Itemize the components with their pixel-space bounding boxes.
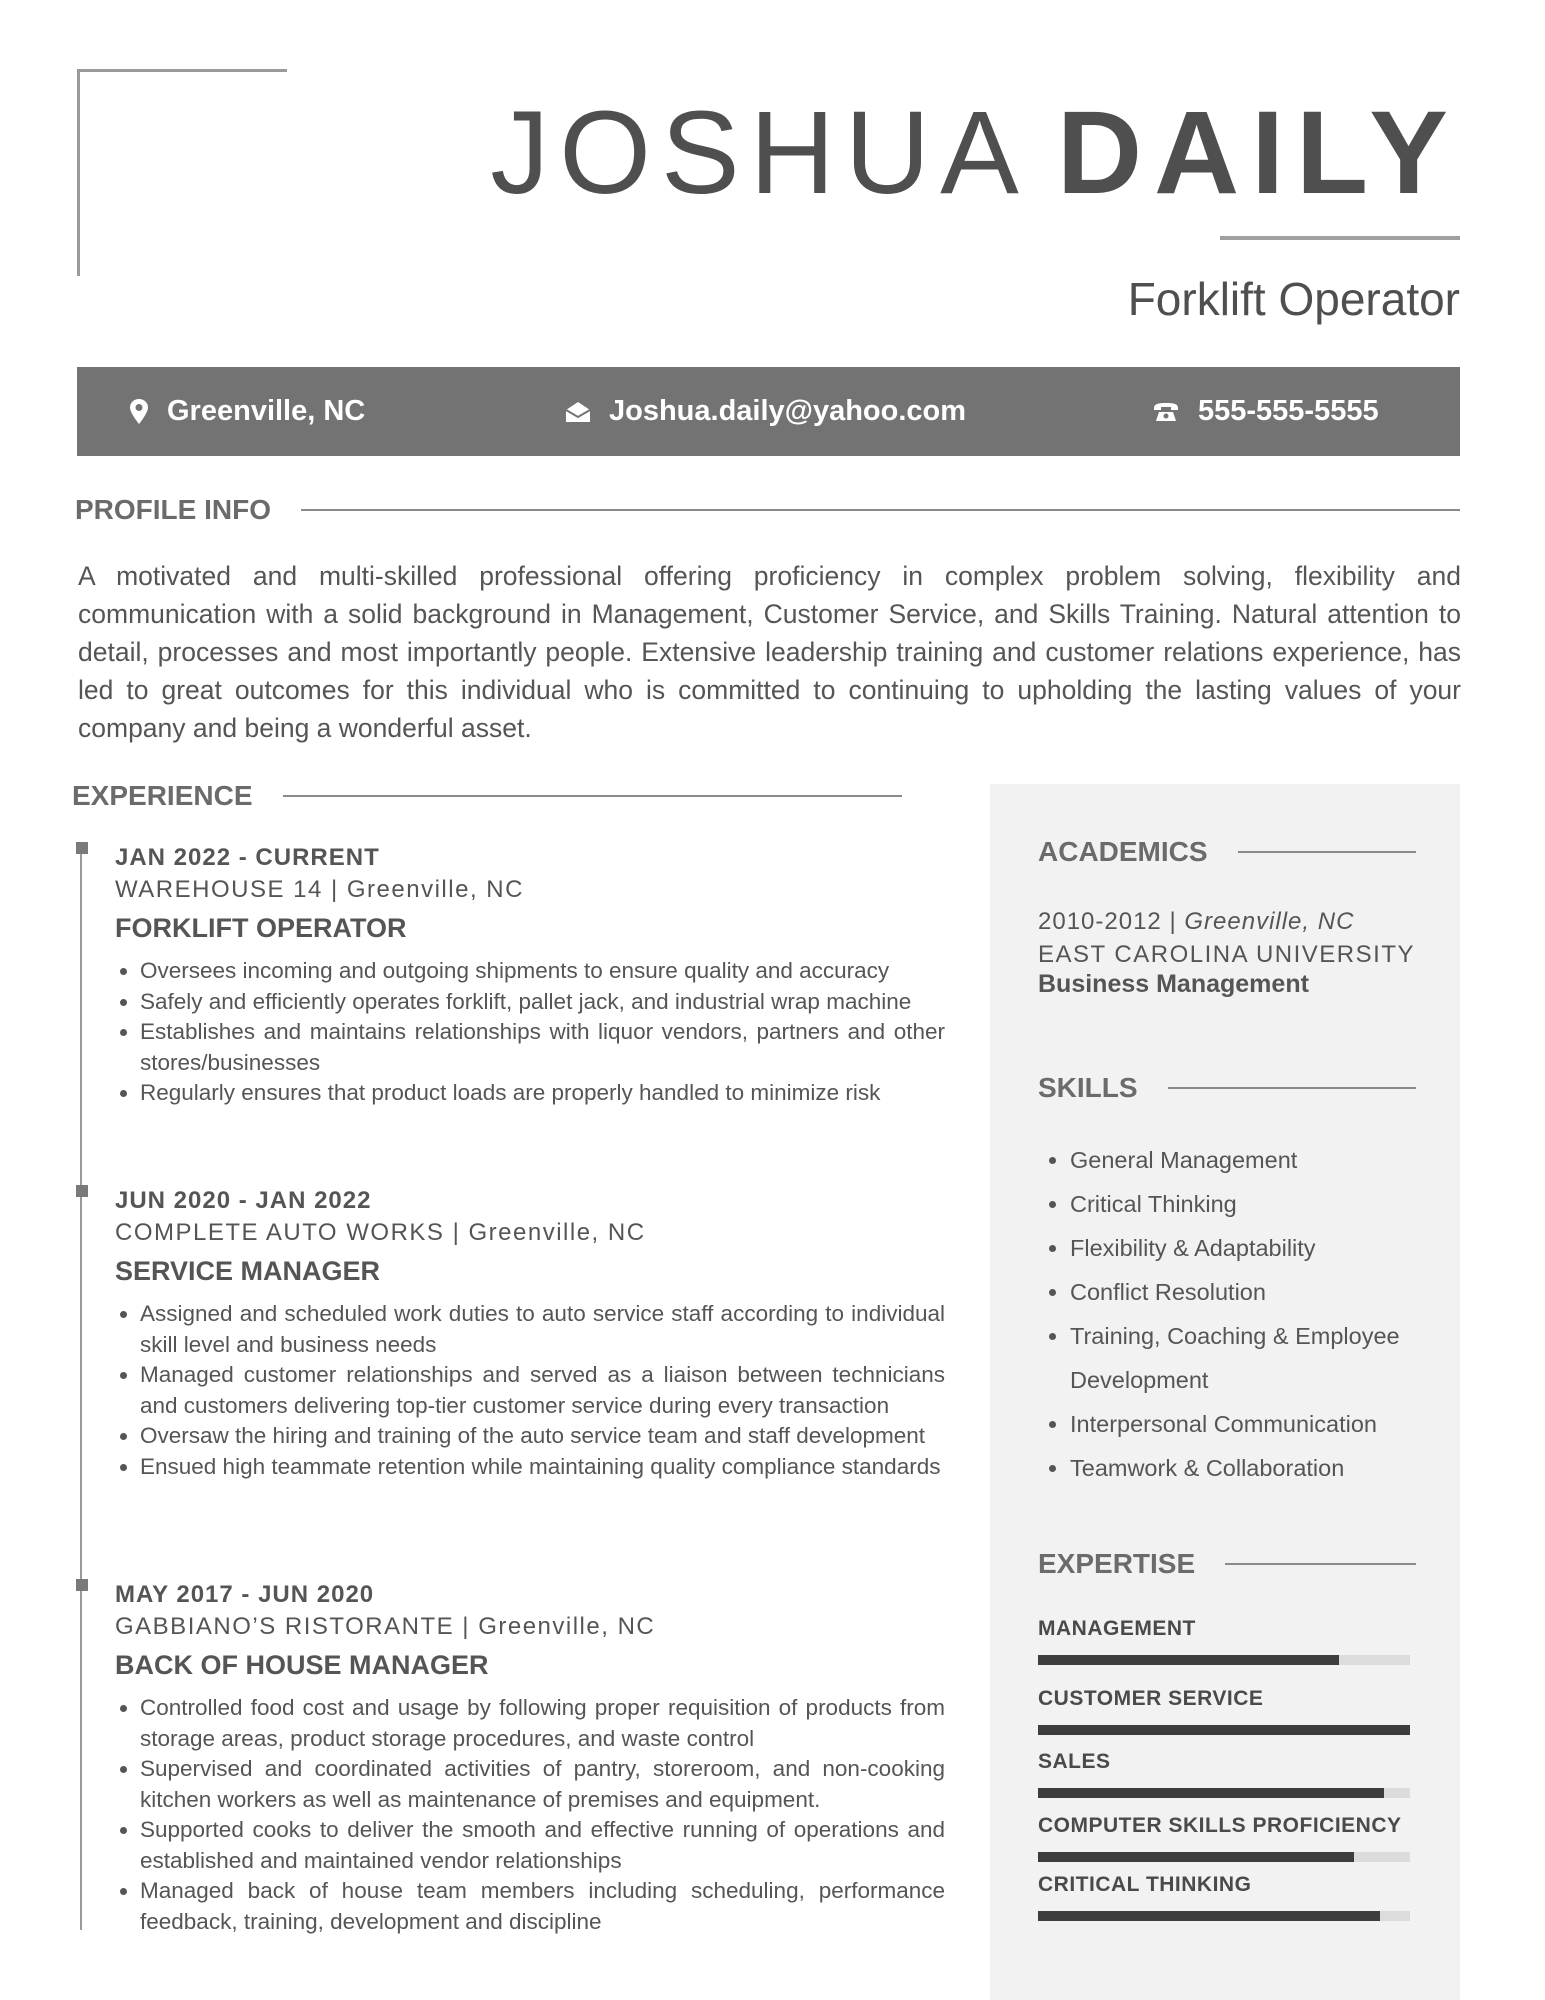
list-item: • Managed customer relationships and served as a liaison between technicians and customers delivering top-tier customer service during every transaction — [140, 1360, 945, 1421]
expertise-item — [1038, 1812, 1410, 1862]
corner-bracket-horizontal — [77, 69, 287, 72]
list-item: • Oversaw the hiring and training of the auto service team and staff development — [140, 1421, 945, 1452]
expertise-bar-fill — [1038, 1655, 1339, 1665]
list-item: • Flexibility & Adaptability — [1070, 1226, 1480, 1270]
timeline-marker — [76, 1185, 88, 1197]
expertise-label: CUSTOMER SERVICE — [1038, 1687, 1264, 1710]
list-item: • Supervised and coordinated activities of pantry, storeroom, and non-cooking kitchen workers as well as maintenance of premises and equipment. — [140, 1754, 945, 1815]
profile-heading-rule — [301, 509, 1460, 511]
contact-bar — [77, 367, 1460, 456]
list-item: • Supported cooks to deliver the smooth and effective running of operations and established and maintained vendor relationships — [140, 1815, 945, 1876]
expertise-label: CRITICAL THINKING — [1038, 1873, 1252, 1896]
academics-heading — [1038, 836, 1416, 868]
candidate-name — [490, 78, 1460, 228]
list-item: • General Management — [1070, 1138, 1480, 1182]
phone-icon — [1152, 401, 1180, 423]
experience-heading — [72, 780, 902, 812]
list-item: • Establishes and maintains relationships with liquor vendors, partners and other stores/businesses — [140, 1017, 945, 1078]
skills-heading-rule — [1168, 1087, 1416, 1089]
skills-list — [1038, 1138, 1480, 1490]
map-pin-icon — [129, 398, 149, 426]
job-bullets — [115, 1299, 945, 1482]
list-item: • Regularly ensures that product loads are properly handled to minimize risk — [140, 1078, 945, 1109]
list-item: • Teamwork & Collaboration — [1070, 1446, 1480, 1490]
contact-location — [129, 367, 365, 456]
experience-heading-rule — [283, 795, 903, 797]
academics-years-location — [1038, 908, 1354, 936]
envelope-icon — [565, 400, 591, 424]
expertise-heading-rule — [1225, 1563, 1416, 1565]
phone-text[interactable]: 555-555-5555 — [1198, 395, 1379, 427]
job-role: BACK OF HOUSE MANAGER — [115, 1650, 489, 1680]
timeline-marker — [76, 1579, 88, 1591]
job-bullets — [115, 1693, 945, 1937]
list-item: • Training, Coaching & Employee Development — [1070, 1314, 1480, 1402]
expertise-bar-fill — [1038, 1852, 1354, 1862]
job-title: Forklift Operator — [1127, 273, 1460, 325]
contact-phone[interactable] — [1152, 367, 1379, 456]
academics-location: Greenville, NC — [1184, 908, 1355, 935]
academics-heading-rule — [1238, 851, 1416, 853]
expertise-bar-fill — [1038, 1911, 1380, 1921]
name-underline — [1220, 236, 1460, 240]
job-company: WAREHOUSE 14 | Greenville, NC — [115, 876, 524, 903]
email-text[interactable]: Joshua.daily@yahoo.com — [609, 395, 967, 427]
job-role: SERVICE MANAGER — [115, 1256, 381, 1286]
list-item: • Oversees incoming and outgoing shipments to ensure quality and accuracy — [140, 956, 945, 987]
expertise-label: MANAGEMENT — [1038, 1617, 1196, 1640]
expertise-item — [1038, 1748, 1410, 1798]
expertise-bar — [1038, 1911, 1410, 1921]
list-item: • Assigned and scheduled work duties to auto service staff according to individual skill level and business needs — [140, 1299, 945, 1360]
job-dates: JAN 2022 - CURRENT — [115, 844, 380, 871]
expertise-label: SALES — [1038, 1750, 1111, 1773]
expertise-bar — [1038, 1655, 1410, 1665]
timeline-marker — [76, 842, 88, 854]
expertise-label: COMPUTER SKILLS PROFICIENCY — [1038, 1814, 1402, 1837]
first-name: JOSHUA — [490, 87, 1029, 219]
experience-timeline — [80, 850, 82, 1930]
profile-heading — [75, 494, 1460, 526]
list-item: • Controlled food cost and usage by following proper requisition of products from storage areas, product storage procedures, and waste control — [140, 1693, 945, 1754]
academics-degree: Business Management — [1038, 970, 1309, 998]
profile-heading-label: PROFILE INFO — [75, 494, 271, 525]
list-item: • Interpersonal Communication — [1070, 1402, 1480, 1446]
expertise-heading-label: EXPERTISE — [1038, 1548, 1196, 1579]
expertise-bar-fill — [1038, 1725, 1410, 1735]
job-entry — [115, 1579, 945, 1937]
skills-heading — [1038, 1072, 1416, 1104]
job-bullets — [115, 956, 945, 1109]
list-item: • Managed back of house team members including scheduling, performance feedback, training, development and discipline — [140, 1876, 945, 1937]
list-item: • Safely and efficiently operates forklift, pallet jack, and industrial wrap machine — [140, 987, 945, 1018]
profile-summary: A motivated and multi-skilled professional offering proficiency in complex problem solving, flexibility and communication with a solid background in Management, Customer Service, and Skills Training. Natural attention to detail, processes and most importantly people. Extensive leadership training and customer relations experience, has led to great outcomes for this individual who is committed to continuing to upholding the lasting values of your company and being a wonderful asset. — [78, 561, 1461, 743]
experience-heading-label: EXPERIENCE — [72, 780, 253, 811]
corner-bracket-vertical — [77, 69, 80, 276]
expertise-bar — [1038, 1725, 1410, 1735]
job-company: GABBIANO’S RISTORANTE | Greenville, NC — [115, 1613, 656, 1640]
academics-heading-label: ACADEMICS — [1038, 836, 1208, 867]
location-text: Greenville, NC — [167, 395, 366, 427]
job-entry — [115, 842, 945, 1109]
expertise-item — [1038, 1685, 1410, 1735]
expertise-bar — [1038, 1852, 1410, 1862]
expertise-item — [1038, 1615, 1410, 1665]
list-item: • Critical Thinking — [1070, 1182, 1480, 1226]
expertise-heading — [1038, 1548, 1416, 1580]
list-item: • Conflict Resolution — [1070, 1270, 1480, 1314]
job-dates: MAY 2017 - JUN 2020 — [115, 1581, 375, 1608]
expertise-bar-fill — [1038, 1788, 1384, 1798]
list-item: • Ensued high teammate retention while maintaining quality compliance standards — [140, 1452, 945, 1483]
contact-email[interactable] — [565, 367, 966, 456]
expertise-item — [1038, 1871, 1410, 1921]
job-role: FORKLIFT OPERATOR — [115, 913, 407, 943]
academics-school: EAST CAROLINA UNIVERSITY — [1038, 941, 1415, 968]
last-name: DAILY — [1056, 87, 1460, 219]
academics-years: 2010-2012 | — [1038, 908, 1177, 935]
job-entry — [115, 1185, 945, 1482]
job-company: COMPLETE AUTO WORKS | Greenville, NC — [115, 1219, 646, 1246]
expertise-bar — [1038, 1788, 1410, 1798]
skills-heading-label: SKILLS — [1038, 1072, 1138, 1103]
job-dates: JUN 2020 - JAN 2022 — [115, 1187, 372, 1214]
